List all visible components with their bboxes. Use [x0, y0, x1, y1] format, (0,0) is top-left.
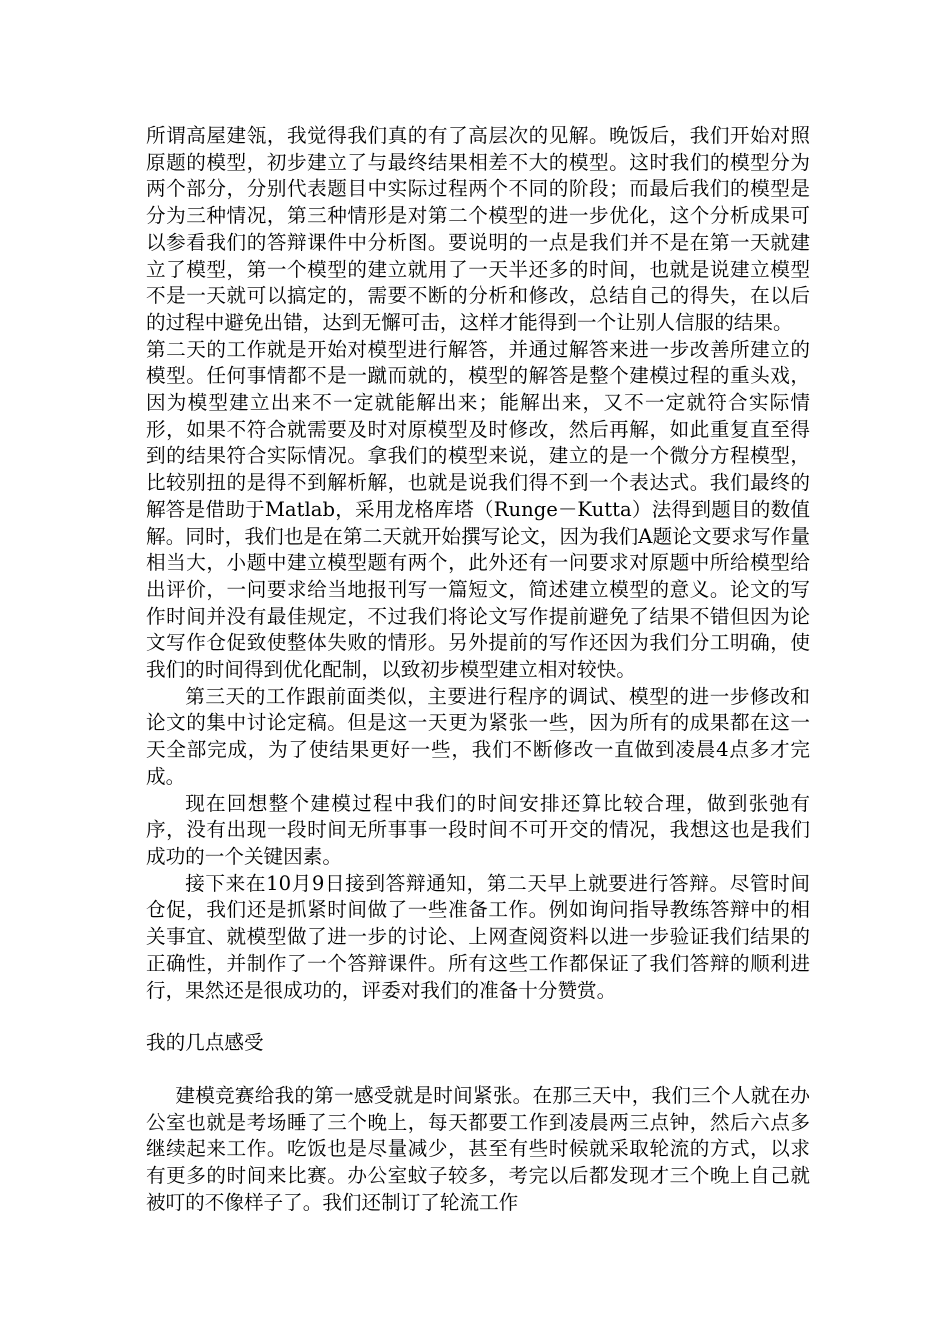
section-title: 我的几点感受 [146, 1031, 264, 1055]
paragraph-day-three: 第三天的工作跟前面类似，主要进行程序的调试、模型的进一步修改和论文的集中讨论定稿。但是这一天更为紧张一些，因为所有的成果都在这一天全部完成，为了使结果更好一些，我们不断修改一直做到凌晨4点多才完成。 [146, 684, 810, 788]
paragraph-defense: 接下来在10月9日接到答辩通知，第二天早上就要进行答辩。尽管时间仓促，我们还是抓紧时间做了一些准备工作。例如询问指导教练答辩中的相关事宜、就模型做了进一步的讨论、上网查阅资料以进一步验证我们结果的正确性，并制作了一个答辩课件。所有这些工作都保证了我们答辩的顺利进行，果然还是很成功的，评委对我们的准备十分赞赏。 [146, 871, 810, 1002]
paragraph-day-two: 第二天的工作就是开始对模型进行解答，并通过解答来进一步改善所建立的模型。任何事情都不是一蹴而就的，模型的解答是整个建模过程的重头戏，因为模型建立出来不一定就能解出来；能解出来，又不一定就符合实际情形，如果不符合就需要及时对原模型及时修改，然后再解，如此重复直至得到的结果符合实际情况。拿我们的模型来说，建立的是一个微分方程模型，比较别扭的是得不到解析解，也就是说我们得不到一个表达式。我们最终的解答是借助于Matlab，采用龙格库塔（Runge－Kutta）法得到题目的数值解。同时，我们也是在第二天就开始撰写论文，因为我们A题论文要求写作量相当大，小题中建立模型题有两个，此外还有一问要求对原题中所给模型给出评价，一问要求给当地报刊写一篇短文，简述建立模型的意义。论文的写作时间并没有最佳规定，不过我们将论文写作提前避免了结果不错但因为论文写作仓促致使整体失败的情形。另外提前的写作还因为我们分工明确，使我们的时间得到优化配制，以致初步模型建立相对较快。 [146, 337, 810, 682]
paragraph-reflection: 现在回想整个建模过程中我们的时间安排还算比较合理，做到张弛有序，没有出现一段时间无所事事一段时间不可开交的情况，我想这也是我们成功的一个关键因素。 [146, 791, 810, 868]
paragraph-model-building: 所谓高屋建瓴，我觉得我们真的有了高层次的见解。晚饭后，我们开始对照原题的模型，初步建立了与最终结果相差不大的模型。这时我们的模型分为两个部分，分别代表题目中实际过程两个不同的阶段；而最后我们的模型是分为三种情况，第三种情形是对第二个模型的进一步优化，这个分析成果可以参看我们的答辩课件中分析图。要说明的一点是我们并不是在第一天就建立了模型，第一个模型的建立就用了一天半还多的时间，也就是说建立模型不是一天就可以搞定的，需要不断的分析和修改，总结自己的得失，在以后的过程中避免出错，达到无懈可击，这样才能得到一个让别人信服的结果。 [146, 124, 810, 334]
document-page [146, 123, 810, 1216]
paragraph-first-impression: 建模竞赛给我的第一感受就是时间紧张。在那三天中，我们三个人就在办公室也就是考场睡了三个晚上，每天都要工作到凌晨两三点钟，然后六点多继续起来工作。吃饭也是尽量减少，甚至有些时候就采取轮流的方式，以求有更多的时间来比赛。办公室蚊子较多，考完以后都发现才三个晚上自己就被叮的不像样子了。我们还制订了轮流工作 [146, 1083, 810, 1214]
